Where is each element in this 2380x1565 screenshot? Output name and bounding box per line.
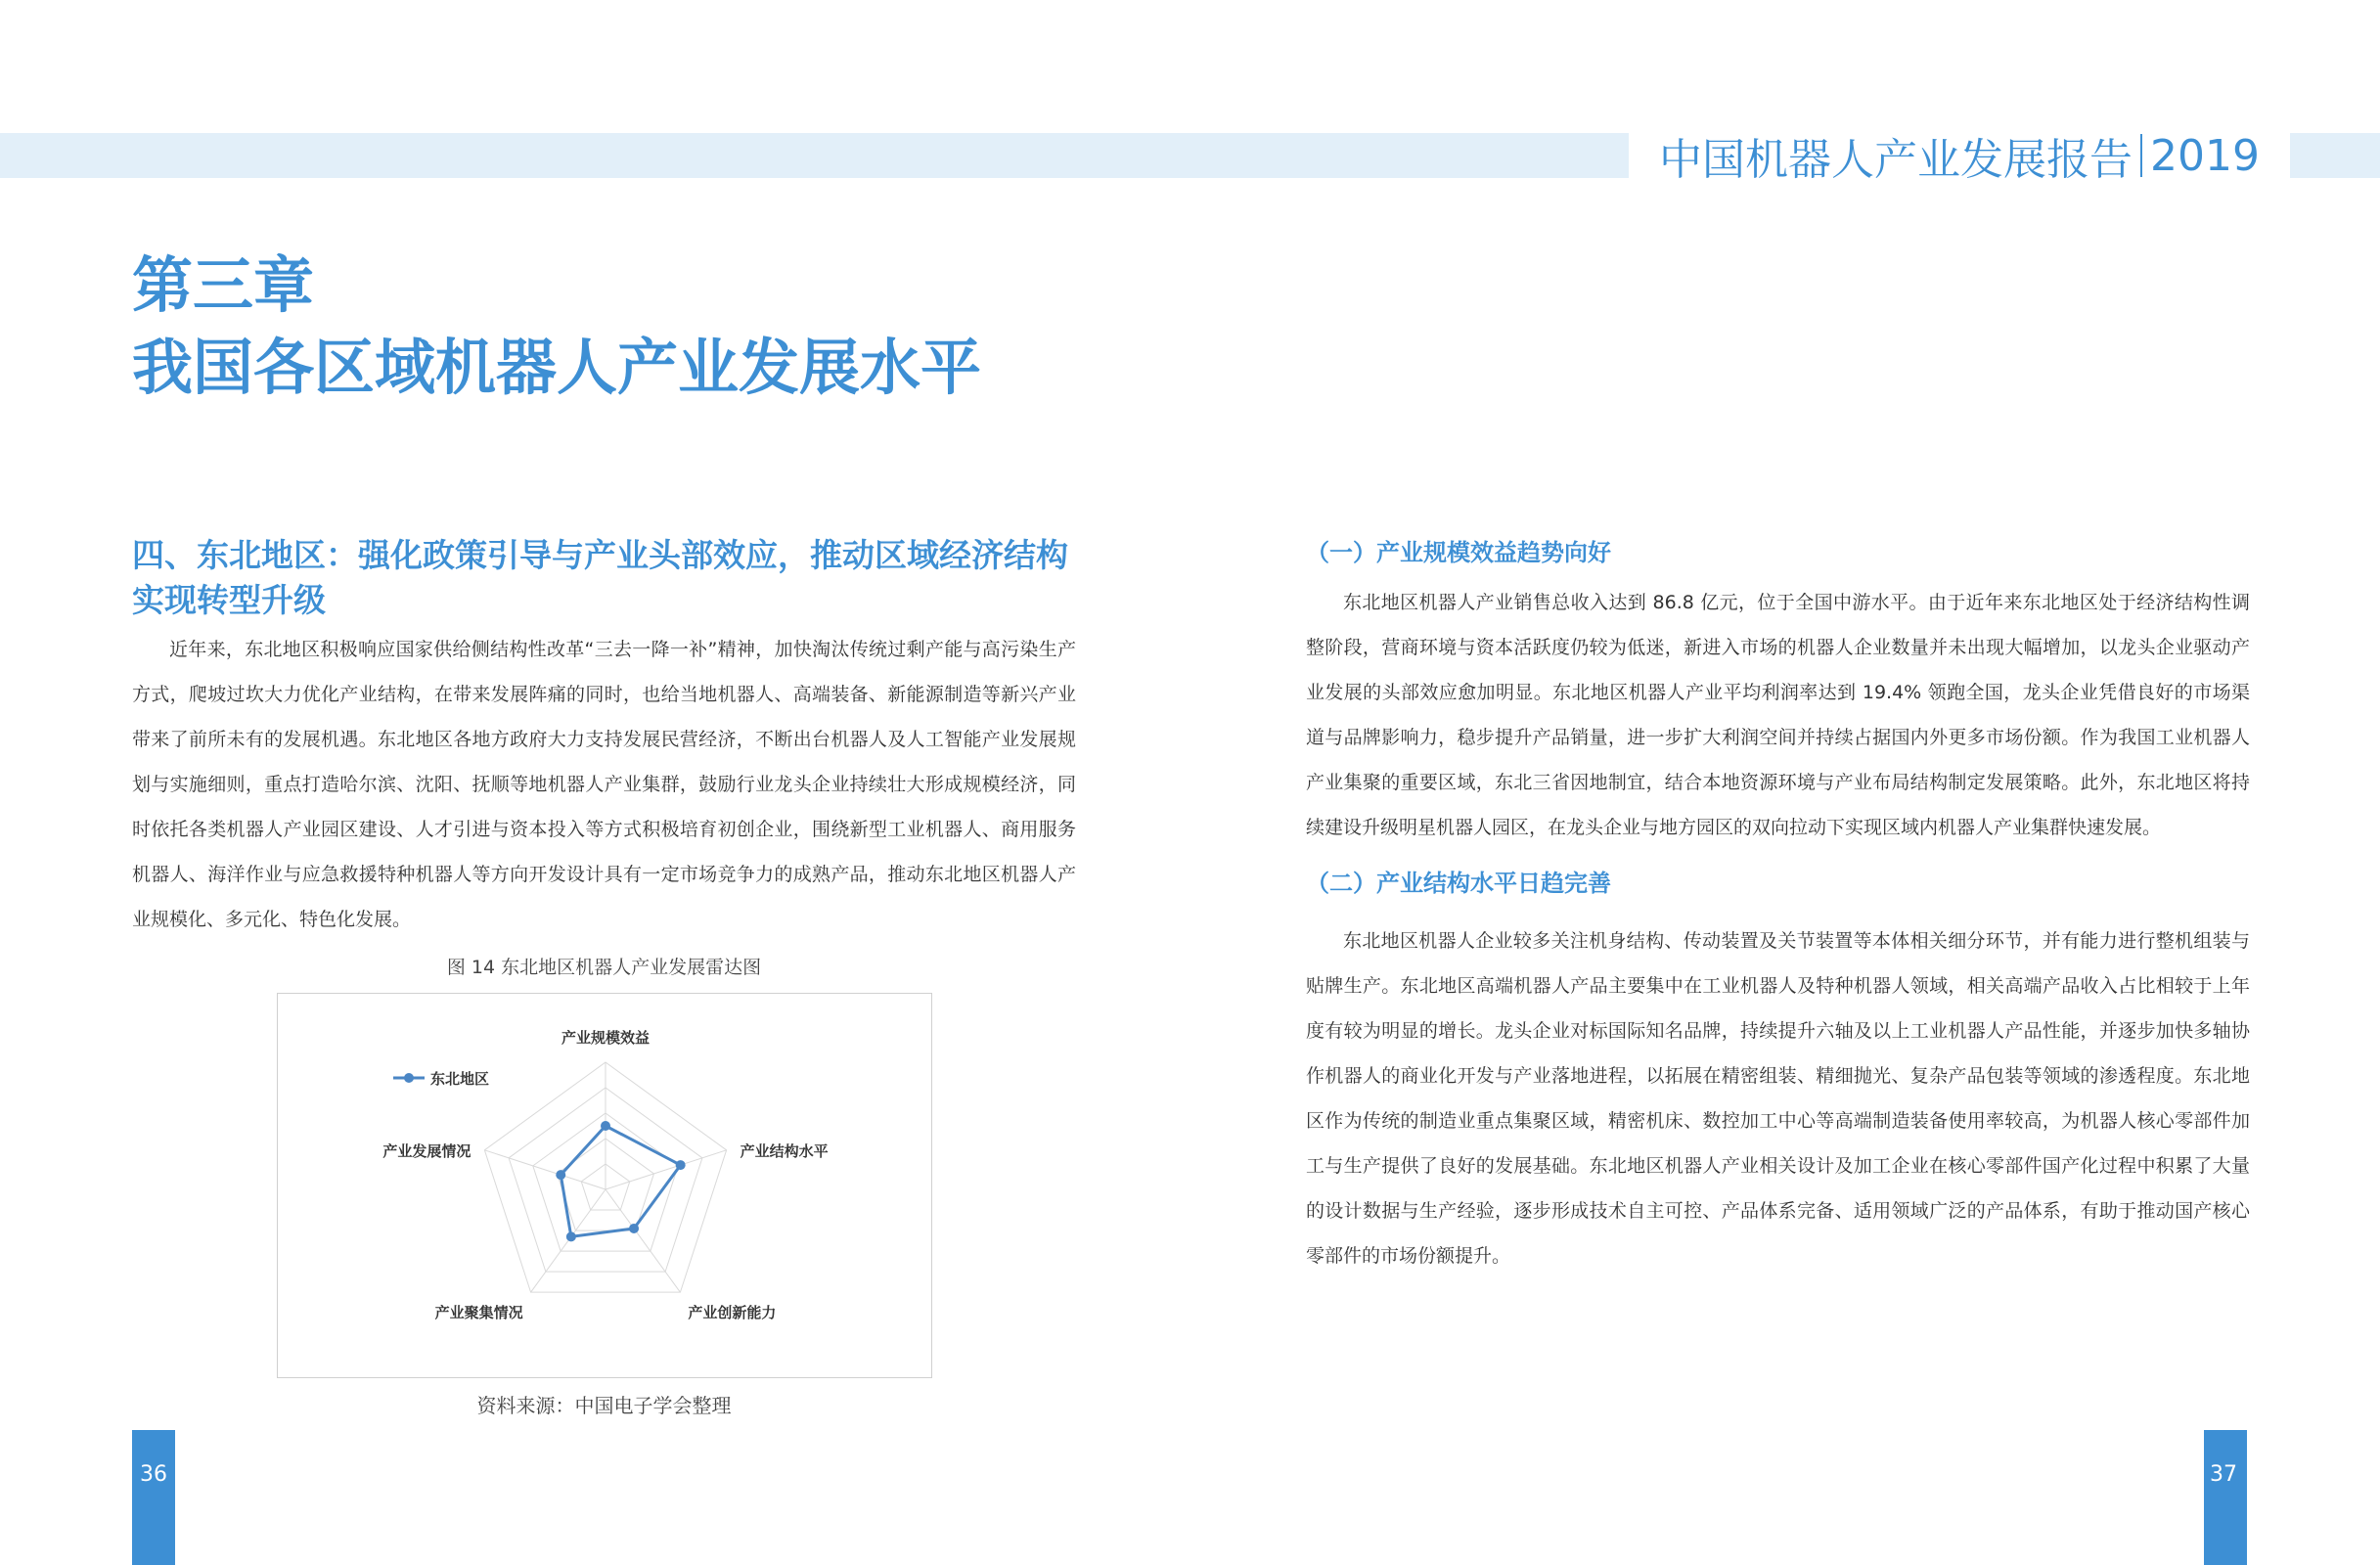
legend-marker	[404, 1073, 414, 1083]
left-page-tab	[132, 1430, 175, 1565]
radar-point	[601, 1121, 610, 1131]
subsection-1-title: （一）产业规模效益趋势向好	[1306, 539, 1611, 566]
left-page-number: 36	[140, 1462, 167, 1487]
subsection-1-paragraph: 东北地区机器人产业销售总收入达到 86.8 亿元，位于全国中游水平。由于近年来东北地区处于经济结构性调整阶段，营商环境与资本活跃度仍较为低迷，新进入市场的机器人企业数量并未出现大幅增加，以龙头企业驱动产业发展的头部效应愈加明显。东北地区机器人产业平均利润率达到 19.4% 领跑全国，龙头企业凭借良好的市场渠道与品牌影响力，稳步提升产品销量，进一步扩大利润空间并持续占据国内外更多市场份额。作为我国工业机器人产业集聚的重要区域，东北三省因地制宜，结合本地资源环境与产业布局结构制定发展策略。此外，东北地区将持续建设升级明星机器人园区，在龙头企业与地方园区的双向拉动下实现区域内机器人产业集群快速发展。	[1306, 592, 2250, 838]
radar-axis-label: 产业聚集情况	[434, 1304, 523, 1322]
chart-legend	[393, 1070, 489, 1088]
right-page-tab	[2204, 1430, 2247, 1565]
radar-grid	[484, 1062, 726, 1292]
right-page-number: 37	[2210, 1462, 2237, 1487]
chapter-number: 第三章	[132, 249, 315, 321]
report-header	[1629, 123, 2290, 188]
header-divider	[2140, 134, 2142, 177]
subsection-2-title: （二）产业结构水平日趋完善	[1306, 870, 1611, 897]
radar-series	[556, 1121, 685, 1241]
report-year: 2019	[2150, 130, 2260, 181]
radar-axis-label: 产业规模效益	[561, 1029, 650, 1047]
section-paragraph: 近年来，东北地区积极响应国家供给侧结构性改革“三去一降一补”精神，加快淘汰传统过剩产能与高污染生产方式，爬坡过坎大力优化产业结构，在带来发展阵痛的同时，也给当地机器人、高端装备、新能源制造等新兴产业带来了前所未有的发展机遇。东北地区各地方政府大力支持发展民营经济，不断出台机器人及人工智能产业发展规划与实施细则，重点打造哈尔滨、沈阳、抚顺等地机器人产业集群，鼓励行业龙头企业持续壮大形成规模经济，同时依托各类机器人产业园区建设、人才引进与资本投入等方式积极培育初创企业，围绕新型工业机器人、商用服务机器人、海洋作业与应急救援特种机器人等方向开发设计具有一定市场竞争力的成熟产品，推动东北地区机器人产业规模化、多元化、特色化发展。	[132, 639, 1076, 930]
radar-spoke	[606, 1189, 680, 1292]
source-note: 资料来源：中国电子学会整理	[476, 1394, 732, 1417]
subsection-2-paragraph: 东北地区机器人企业较多关注机身结构、传动装置及关节装置等本体相关细分环节，并有能力进行整机组装与贴牌生产。东北地区高端机器人产品主要集中在工业机器人及特种机器人领域，相关高端产品收入占比相较于上年度有较为明显的增长。龙头企业对标国际知名品牌，持续提升六轴及以上工业机器人产品性能，并逐步加快多轴协作机器人的商业化开发与产业落地进程，以拓展在精密组装、精细抛光、复杂产品包装等领域的渗透程度。东北地区作为传统的制造业重点集聚区域，精密机床、数控加工中心等高端制造装备使用率较高，为机器人核心零部件加工与生产提供了良好的发展基础。东北地区机器人产业相关设计及加工企业在核心零部件国产化过程中积累了大量的设计数据与生产经验，逐步形成技术自主可控、产品体系完备、适用领域广泛的产品体系，有助于推动国产核心零部件的市场份额提升。	[1306, 930, 2250, 1267]
radar-point	[629, 1224, 639, 1233]
radar-point	[565, 1231, 575, 1241]
radar-point	[556, 1170, 565, 1180]
chapter-heading	[132, 245, 981, 409]
radar-series-line	[561, 1126, 680, 1236]
chapter-title: 我国各区域机器人产业发展水平	[132, 332, 982, 403]
radar-point	[675, 1160, 685, 1170]
section-title: 四、东北地区：强化政策引导与产业头部效应，推动区域经济结构实现转型升级	[132, 536, 1068, 619]
legend-label: 东北地区	[429, 1070, 489, 1088]
radar-axis-label: 产业结构水平	[740, 1141, 829, 1160]
radar-spoke	[530, 1189, 605, 1292]
radar-spoke	[484, 1150, 606, 1189]
radar-axis-label: 产业发展情况	[382, 1141, 471, 1160]
report-title: 中国机器人产业发展报告	[1659, 135, 2133, 185]
radar-chart-svg	[278, 994, 933, 1379]
right-column	[1306, 533, 2250, 1278]
radar-chart	[277, 993, 932, 1378]
left-column	[132, 533, 1076, 1425]
figure-caption: 图 14 东北地区机器人产业发展雷达图	[446, 957, 762, 978]
radar-axis-label: 产业创新能力	[687, 1304, 776, 1322]
